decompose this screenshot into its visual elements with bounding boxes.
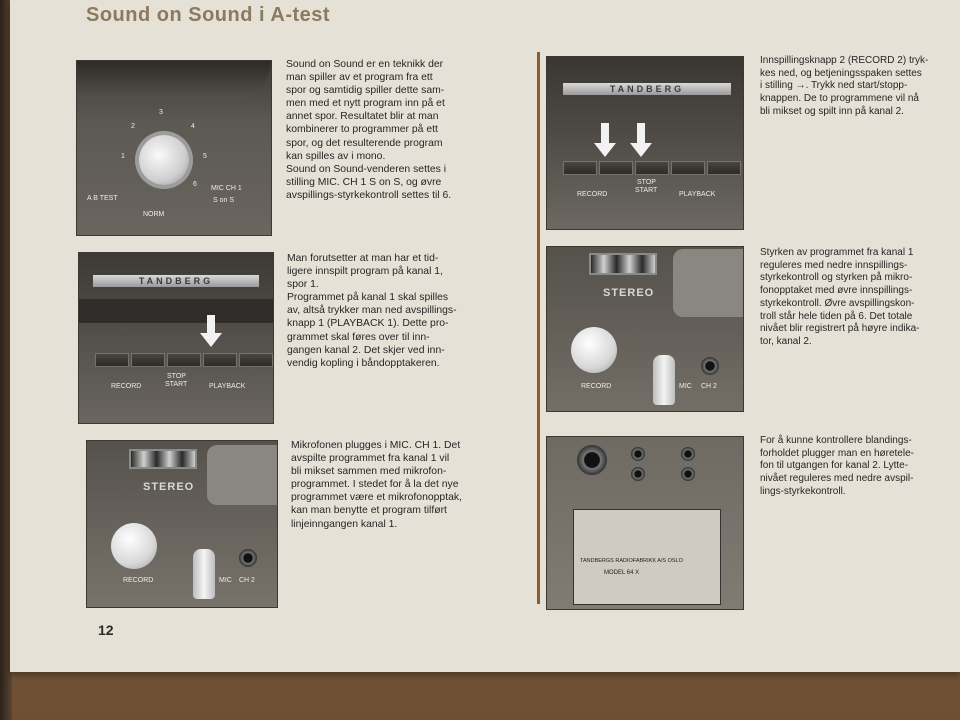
dial-number-1: 1 xyxy=(121,153,125,160)
ch2-socket[interactable] xyxy=(701,357,719,375)
record-level-knob[interactable] xyxy=(571,327,617,373)
stop-label: STOP xyxy=(637,179,656,186)
paragraph-level-adjustment: Styrken av programmet fra kanal 1 reguleres med nedre innspillings- styrkekontroll og styrken på mikro- fonopptaket med øvre innspillings- styrkekontroll. Øvre avspillingskon- troll står hele tiden på 6. Det totale nivået blir registrert på høyre indika- tor, kanal 2. xyxy=(760,247,920,347)
photo-selector-dial xyxy=(76,60,272,236)
start-stop-key[interactable] xyxy=(635,161,669,175)
playback-1-key[interactable] xyxy=(203,353,237,367)
page-number: 12 xyxy=(98,622,114,638)
ch2-label: CH 2 xyxy=(239,577,255,584)
record-2-key[interactable] xyxy=(599,161,633,175)
paragraph-record-channel-2: Innspillingsknapp 2 (RECORD 2) tryk- kes ned, og betjeningsspaken settes i stilling →. Trykk ned start/stopp- knappen. De to programmene vil nå bli mikset og spilt inn på kanal 2. xyxy=(760,55,929,117)
s-on-s-label: S on S xyxy=(213,197,235,204)
playback-label: PLAYBACK xyxy=(679,191,716,198)
start-stop-key[interactable] xyxy=(167,353,201,367)
cabinet-lid xyxy=(77,61,271,99)
photo-rear-panel xyxy=(546,436,744,610)
deck-panel xyxy=(79,299,273,323)
paragraph-playback-channel-1: Man forutsetter at man har et tid- ligere innspilt program på kanal 1, spor 1. Programmet på kanal 1 skal spilles av, altså trykker man ned avspillings- knapp 1 (PLAYBACK 1). Dette pro- grammet skal føres over til inn- gangen kanal 2. Det skjer ved inn- vendig kopling i båndopptakeren. xyxy=(287,253,457,369)
playback-1-key[interactable] xyxy=(671,161,705,175)
brand-plate: TANDBERG xyxy=(93,275,259,287)
level-meter xyxy=(129,449,197,469)
mic-ch1-label: MIC CH 1 xyxy=(211,185,242,192)
record-2-key[interactable] xyxy=(131,353,165,367)
paragraph-monitoring: For å kunne kontrollere blandings- forholdet plugger man en høretele- fon til utgangen for kanal 2. Lytte- nivået reguleres med nedre avspil- lings-styrkekontroll. xyxy=(760,435,914,497)
mic-plug xyxy=(193,549,215,599)
ch2-label: CH 2 xyxy=(701,383,717,390)
mic-label: MIC xyxy=(679,383,692,390)
arrow-down-icon xyxy=(630,143,652,157)
brand-plate: TANDBERG xyxy=(563,83,731,95)
mic-plug xyxy=(653,355,675,405)
dial-number-2: 2 xyxy=(131,123,135,130)
dial-number-6: 6 xyxy=(193,181,197,188)
din-socket-large[interactable] xyxy=(577,445,607,475)
paragraph-sound-on-sound-intro: Sound on Sound er en teknikk der man spiller av et program fra ett spor og samtidig spiller dette sam- men med et nytt program inn på et annet spor. Resultatet blir at man kombinerer to programmer på ett spor, og det resulterende program kan spilles av i mono. Sound on Sound-venderen settes i stilling MIC. CH 1 S on S, og øvre avspillings-styrkekontroll settes til 6. xyxy=(286,59,452,201)
photo-record-keys xyxy=(546,56,744,230)
plate-maker-text: TANDBERGS RADIOFABRIKK A/S OSLO xyxy=(580,558,683,564)
dial-number-5: 5 xyxy=(203,153,207,160)
start-label: START xyxy=(635,187,658,194)
column-divider xyxy=(537,52,540,604)
norm-label: NORM xyxy=(143,211,165,218)
record-1-key[interactable] xyxy=(563,161,597,175)
operating-keys xyxy=(563,161,741,175)
dial-number-4: 4 xyxy=(191,123,195,130)
level-meter xyxy=(589,253,657,275)
record-label: RECORD xyxy=(111,383,142,390)
manual-page xyxy=(10,0,960,672)
playback-label: PLAYBACK xyxy=(209,383,246,390)
level-control-housing xyxy=(207,445,277,505)
record-level-knob[interactable] xyxy=(111,523,157,569)
photo-level-controls xyxy=(546,246,744,412)
playback-2-key[interactable] xyxy=(239,353,273,367)
phono-socket-3[interactable] xyxy=(681,447,695,461)
phono-socket-2[interactable] xyxy=(631,467,645,481)
record-label: RECORD xyxy=(577,191,608,198)
record-label: RECORD xyxy=(581,383,612,390)
dial-number-3: 3 xyxy=(159,109,163,116)
operating-keys xyxy=(95,353,273,367)
arrow-down-icon xyxy=(200,333,222,347)
paragraph-microphone: Mikrofonen plugges i MIC. CH 1. Det avspilte programmet fra kanal 1 vil bli mikset sammen med mikrofon- programmet. I stedet for å la det nye programmet være et mikrofonopptak, kan man benytte et program tilført linjeinngangen kanal 1. xyxy=(291,440,462,530)
page-title: Sound on Sound i A-test xyxy=(86,4,331,26)
phono-socket-1[interactable] xyxy=(631,447,645,461)
ab-test-label: A B TEST xyxy=(87,195,118,202)
stereo-label: STEREO xyxy=(603,287,655,299)
start-label: START xyxy=(165,381,188,388)
ch2-socket[interactable] xyxy=(239,549,257,567)
level-control-housing xyxy=(673,249,743,317)
arrow-down-shaft-2 xyxy=(637,123,645,143)
arrow-down-shaft-1 xyxy=(601,123,609,143)
record-1-key[interactable] xyxy=(95,353,129,367)
plate-model-text: MODEL 64 X xyxy=(604,570,640,576)
phono-socket-4[interactable] xyxy=(681,467,695,481)
photo-mic-input xyxy=(86,440,278,608)
record-label: RECORD xyxy=(123,577,154,584)
stereo-label: STEREO xyxy=(143,481,195,493)
rating-plate xyxy=(573,509,721,605)
mic-label: MIC xyxy=(219,577,232,584)
arrow-down-shaft xyxy=(207,315,215,333)
playback-2-key[interactable] xyxy=(707,161,741,175)
arrow-down-icon xyxy=(594,143,616,157)
photo-playback-keys xyxy=(78,252,274,424)
stop-label: STOP xyxy=(167,373,186,380)
selector-dial-knob[interactable] xyxy=(139,135,189,185)
